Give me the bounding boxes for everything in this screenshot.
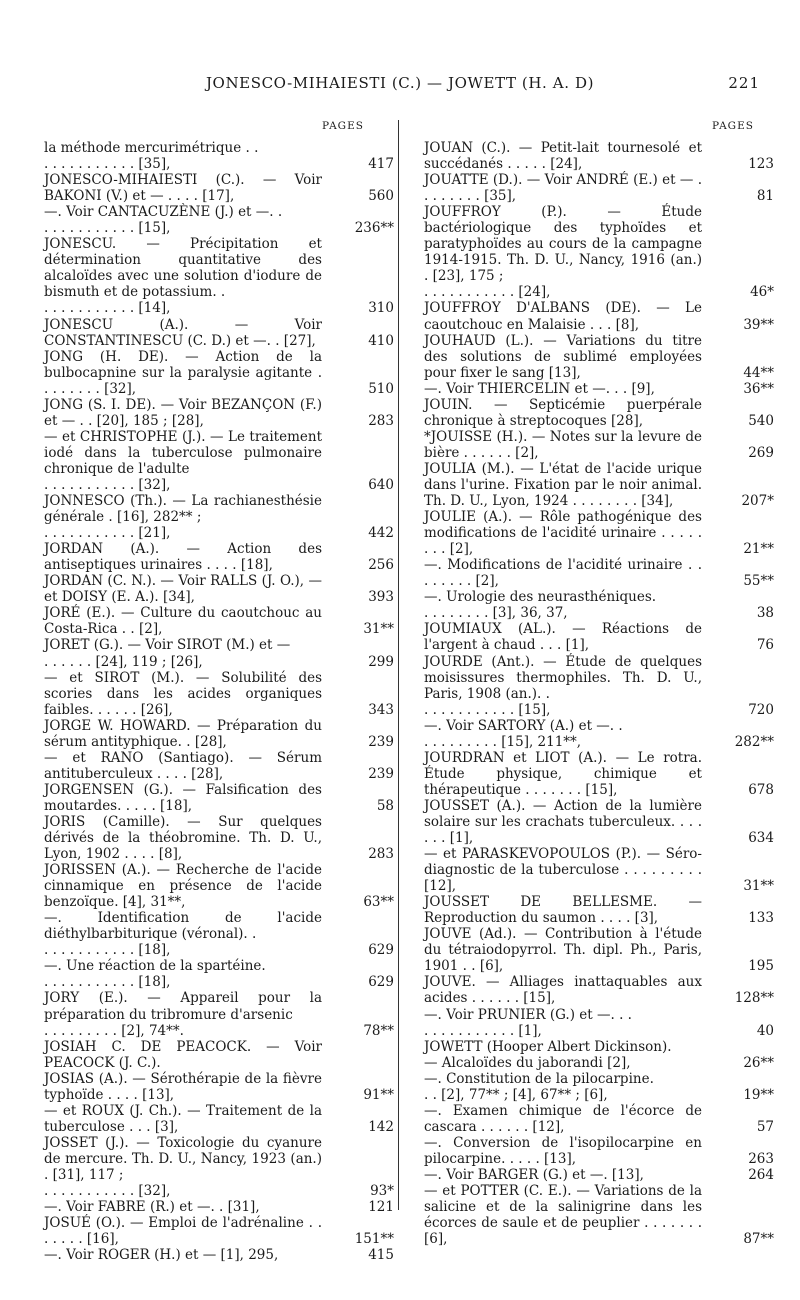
entry-page-ref: 264	[748, 1167, 774, 1183]
pages-column-label-left: PAGES	[322, 120, 364, 132]
entry-page-ref: 263	[748, 1150, 774, 1167]
index-entry	[44, 397, 394, 429]
entry-text: JOUVE. — Alliages inattaquables aux acides . . . . . . [15],	[424, 974, 707, 1007]
entry-page-ref: 510	[368, 380, 394, 397]
entry-text: JORDAN (C. N.). — Voir RALLS (J. O.), — et DOISY (E. A.). [34],	[44, 573, 327, 606]
entry-text: JONNESCO (Th.). — La rachianesthésie générale . [16], 282** ; . . . . . . . . . . . [21],	[44, 493, 322, 542]
entry-text: JOUHAUD (L.). — Variations du titre des solutions de sublimé employées pour fixer le sang [13],	[424, 332, 707, 381]
entry-text: JORÉ (E.). — Culture du caoutchouc au Costa-Rica . . [2],	[44, 605, 327, 638]
entry-text: —. Voir THIERCELIN et —. . . [9],	[424, 380, 655, 397]
index-entry	[424, 974, 774, 1006]
index-entry	[424, 557, 774, 589]
entry-text: —. Voir ROGER (H.) et — [1], 295,	[44, 1247, 279, 1264]
entry-page-ref: 46*	[750, 284, 774, 301]
index-entry	[44, 1247, 394, 1263]
index-entry	[44, 1103, 394, 1135]
index-entry	[44, 349, 394, 397]
index-entry	[424, 204, 774, 300]
index-entry	[44, 317, 394, 349]
entry-text: JONG (S. I. DE). — Voir BEZANÇON (F.) et — . . [20], 185 ; [28],	[44, 396, 327, 429]
entry-text: JOUATTE (D.). — Voir ANDRÉ (E.) et — . . . . . . . . [35],	[424, 172, 707, 205]
entry-text: JOSUÉ (O.). — Emploi de l'adrénaline . . . . . . . [16],	[44, 1215, 327, 1248]
entry-text: JORGENSEN (G.). — Falsification des moutardes. . . . . [18],	[44, 781, 327, 814]
entry-text: —. Voir FABRE (R.) et —. . [31],	[44, 1199, 260, 1216]
entry-page-ref: 19**	[743, 1086, 774, 1103]
entry-page-ref: 410	[368, 332, 394, 349]
entry-text: —. Constitution de la pilocarpine. . . [2], 77** ; [4], 67** ; [6],	[424, 1070, 654, 1103]
entry-page-ref: 720	[748, 701, 774, 718]
entry-text: JOUVE (Ad.). — Contribution à l'étude du tétraiodopyrrol. Th. dipl. Ph., Paris, 1901 . . [6],	[424, 926, 707, 975]
index-entry	[44, 541, 394, 573]
page-number: 221	[728, 74, 760, 92]
entry-text: JOURDE (Ant.). — Étude de quelques moisissures thermophiles. Th. D. U., Paris, 1908 (an.). . . . . . . . . . . . . [15],	[424, 653, 702, 718]
entry-page-ref: 58	[376, 797, 394, 814]
entry-text: —. Urologie des neurasthéniques. . . . . . . . . [3], 36, 37,	[424, 589, 657, 622]
running-title: JONESCO-MIHAIESTI (C.) — JOWETT (H. A. D)	[205, 74, 595, 92]
entry-text: JOULIA (M.). — L'état de l'acide urique dans l'urine. Fixation par le noir animal. Th. D. U., Lyon, 1924 . . . . . . . . [34],	[424, 460, 707, 510]
entry-text: JONG (H. DE). — Action de la bulbocapnine sur la paralysie agitante . . . . . . . . [32],	[44, 348, 327, 397]
index-entry	[424, 1007, 774, 1039]
index-entry	[424, 300, 774, 332]
entry-page-ref: 55**	[743, 573, 774, 590]
index-entry	[44, 605, 394, 637]
entry-page-ref: 256	[368, 557, 394, 574]
entry-page-ref: 142	[368, 1118, 394, 1135]
entry-page-ref: 121	[368, 1199, 394, 1216]
entry-text: —. Voir BARGER (G.) et —. [13],	[424, 1167, 644, 1183]
index-entry	[44, 862, 394, 910]
entry-page-ref: 640	[368, 476, 394, 493]
index-entry	[44, 958, 394, 990]
entry-page-ref: 76	[756, 637, 774, 654]
entry-page-ref: 678	[748, 781, 774, 798]
entry-text: JOWETT (Hooper Albert Dickinson).	[424, 1038, 672, 1055]
index-entry	[44, 429, 394, 493]
entry-text: —. Voir CANTACUZÈNE (J.) et —. . . . . . . . . . . . . [15],	[44, 204, 283, 237]
index-entry	[424, 750, 774, 798]
column-divider	[398, 120, 399, 1210]
entry-text: JOURDRAN et LIOT (A.). — Le rotra. Étude physique, chimique et thérapeutique . . . . . . . [15],	[424, 749, 707, 798]
entry-text: JOUIN. — Septicémie puerpérale chronique à streptocoques [28],	[424, 396, 707, 429]
entry-page-ref: 442	[368, 525, 394, 542]
entry-text: — et RANO (Santiago). — Sérum antituberculeux . . . . [28],	[44, 749, 327, 782]
entry-page-ref: 629	[368, 974, 394, 991]
index-entry	[44, 750, 394, 782]
index-entry	[44, 1135, 394, 1199]
entry-page-ref: 343	[368, 701, 394, 718]
entry-text: JOUAN (C.). — Petit-lait tournesolé et succédanés . . . . . [24],	[424, 140, 707, 173]
entry-page-ref: 239	[368, 733, 394, 750]
entry-page-ref: 239	[368, 765, 394, 782]
entry-text: JORGE W. HOWARD. — Préparation du sérum antityphique. . [28],	[44, 717, 327, 750]
index-entry	[44, 573, 394, 605]
index-column-left	[44, 140, 394, 1263]
entry-page-ref: 78**	[363, 1022, 394, 1039]
entry-text: JOSIAS (A.). — Sérothérapie de la fièvre typhoïde . . . . [13],	[44, 1070, 327, 1103]
index-entry	[44, 990, 394, 1038]
index-entry	[424, 429, 774, 461]
entry-page-ref: 629	[368, 942, 394, 959]
entry-text: JOSSET (J.). — Toxicologie du cyanure de mercure. Th. D. U., Nancy, 1923 (an.) . [31], 117 ; . . . . . . . . . . . [32],	[44, 1134, 322, 1200]
entry-page-ref: 40	[756, 1022, 774, 1039]
entry-page-ref: 91**	[363, 1086, 394, 1103]
entry-page-ref: 310	[368, 300, 394, 317]
entry-page-ref: 128**	[734, 990, 774, 1007]
index-entry	[424, 894, 774, 926]
entry-page-ref: 31**	[743, 878, 774, 895]
index-entry	[424, 381, 774, 397]
entry-page-ref: 283	[368, 846, 394, 863]
entry-page-ref: 299	[368, 653, 394, 670]
entry-text: — et SIROT (M.). — Solubilité des scories dans les acides organiques faibles. . . . . . [26],	[44, 669, 327, 718]
pages-column-label-right: PAGES	[712, 120, 754, 132]
entry-page-ref: 21**	[743, 541, 774, 558]
entry-page-ref: 634	[748, 830, 774, 847]
entry-page-ref: 283	[368, 412, 394, 429]
index-column-right	[424, 140, 774, 1247]
entry-text: — et PARASKEVOPOULOS (P.). — Séro-diagnostic de la tuberculose . . . . . . . . . [12],	[424, 846, 707, 895]
entry-text: JORET (G.). — Voir SIROT (M.) et — . . . . . . [24], 119 ; [26],	[44, 637, 291, 670]
entry-text: JORDAN (A.). — Action des antiseptiques urinaires . . . . [18],	[44, 541, 327, 574]
entry-page-ref: 236**	[354, 220, 394, 237]
running-header	[40, 74, 760, 104]
entry-page-ref: 36**	[743, 380, 774, 397]
entry-text: JOUFFROY D'ALBANS (DE). — Le caoutchouc en Malaisie . . . [8],	[424, 300, 707, 333]
index-entry	[44, 910, 394, 958]
index-entry	[44, 172, 394, 204]
entry-text: — et ROUX (J. Ch.). — Traitement de la tuberculose . . . [3],	[44, 1102, 327, 1135]
index-entry	[424, 621, 774, 653]
index-entry	[44, 718, 394, 750]
index-entry	[424, 461, 774, 509]
entry-text: JOUSSET (A.). — Action de la lumière solaire sur les crachats tuberculeux. . . . . . . [1],	[424, 797, 707, 847]
index-entry	[424, 718, 774, 750]
entry-text: JOSIAH C. DE PEACOCK. — Voir PEACOCK (J. C.).	[44, 1038, 327, 1071]
entry-page-ref: 282**	[734, 733, 774, 750]
entry-page-ref: 417	[368, 156, 394, 173]
index-entry	[44, 670, 394, 718]
entry-page-ref: 87**	[743, 1231, 774, 1248]
index-entry	[44, 236, 394, 316]
entry-page-ref: 195	[748, 958, 774, 975]
entry-page-ref: 26**	[743, 1054, 774, 1071]
index-entry	[44, 1215, 394, 1247]
entry-text: JONESCU. — Précipitation et détermination quantitative des alcaloïdes avec une solution d'iodure de bismuth et de potassium. . . . . . . . . . . . . [14],	[44, 236, 322, 317]
index-entry	[424, 509, 774, 557]
entry-text: —. Voir SARTORY (A.) et —. . . . . . . . . . . [15], 211**,	[424, 717, 623, 750]
index-entry	[44, 204, 394, 236]
index-entry	[424, 1167, 774, 1183]
entry-text: JOUFFROY (P.). — Étude bactériologique des typhoïdes et paratyphoïdes au cours de la campagne 1914-1915. Th. D. U., Nancy, 1916 (an.) . [23], 175 ; . . . . . . . . . . . [24],	[424, 204, 702, 301]
entry-text: —. Examen chimique de l'écorce de cascara . . . . . . [12],	[424, 1102, 707, 1135]
index-entry	[424, 1135, 774, 1167]
entry-text: —. Identification de l'acide diéthylbarbiturique (véronal). . . . . . . . . . . . . [18],	[44, 910, 322, 959]
entry-page-ref: 151**	[354, 1231, 394, 1248]
index-entry	[424, 1071, 774, 1103]
entry-page-ref: 39**	[743, 316, 774, 333]
index-entry	[44, 493, 394, 541]
entry-text: JOUMIAUX (AL.). — Réactions de l'argent à chaud . . . [1],	[424, 621, 707, 654]
entry-text: *JOUISSE (H.). — Notes sur la levure de bière . . . . . . [2],	[424, 428, 707, 461]
entry-page-ref: 63**	[363, 894, 394, 911]
entry-page-ref: 560	[368, 188, 394, 205]
entry-page-ref: 93*	[370, 1183, 394, 1200]
entry-page-ref: 123	[748, 156, 774, 173]
entry-page-ref: 133	[748, 910, 774, 927]
entry-page-ref: 269	[748, 444, 774, 461]
index-entry	[424, 589, 774, 621]
entry-page-ref: 540	[748, 412, 774, 429]
entry-text: — et POTTER (C. E.). — Variations de la salicine et de la salinigrine dans les écorces de saule et de peuplier . . . . . . . [6],	[424, 1183, 707, 1248]
entry-text: —. Une réaction de la spartéine. . . . . . . . . . . . [18],	[44, 958, 266, 991]
index-entry	[424, 1183, 774, 1247]
index-entry	[44, 1071, 394, 1103]
index-entry	[44, 782, 394, 814]
index-entry	[424, 397, 774, 429]
entry-text: —. Voir PRUNIER (G.) et —. . . . . . . . . . . . . . [1],	[424, 1006, 632, 1039]
entry-page-ref: 57	[756, 1118, 774, 1135]
index-entry	[44, 1039, 394, 1071]
entry-page-ref: 31**	[363, 621, 394, 638]
entry-text: JORIS (Camille). — Sur quelques dérivés de la théobromine. Th. D. U., Lyon, 1902 . . . . [8],	[44, 813, 327, 863]
entry-text: JONESCO-MIHAIESTI (C.). — Voir BAKONI (V.) et — . . . . [17],	[44, 172, 327, 205]
index-entry	[424, 798, 774, 846]
index-entry	[424, 1039, 774, 1055]
index-entry	[424, 140, 774, 172]
entry-text: JORY (E.). — Appareil pour la préparation du tribromure d'arsenic . . . . . . . . . [2], 74**.	[44, 990, 322, 1039]
index-entry	[44, 1199, 394, 1215]
index-entry	[424, 1055, 774, 1071]
entry-text: JORISSEN (A.). — Recherche de l'acide cinnamique en présence de l'acide benzoïque. [4], 31**,	[44, 862, 327, 911]
entry-text: —. Conversion de l'isopilocarpine en pilocarpine. . . . . [13],	[424, 1134, 707, 1167]
entry-page-ref: 38	[756, 605, 774, 622]
index-entry	[424, 172, 774, 204]
entry-text: — et CHRISTOPHE (J.). — Le traitement iodé dans la tuberculose pulmonaire chronique de l'adulte . . . . . . . . . . . [32],	[44, 428, 322, 493]
entry-page-ref: 207*	[741, 493, 774, 510]
index-entry	[424, 846, 774, 894]
entry-page-ref: 415	[368, 1247, 394, 1264]
entry-text: — Alcaloïdes du jaborandi [2],	[424, 1054, 631, 1071]
index-entry	[424, 1103, 774, 1135]
index-entry	[44, 814, 394, 862]
entry-text: la méthode mercurimétrique . . . . . . . . . . . . . [35],	[44, 140, 259, 173]
entry-text: JOULIE (A.). — Rôle pathogénique des modifications de l'acidité urinaire . . . . . . . . [2],	[424, 509, 707, 558]
index-entry	[424, 654, 774, 718]
entry-page-ref: 44**	[743, 364, 774, 381]
entry-page-ref: 81	[756, 188, 774, 205]
entry-text: —. Modifications de l'acidité urinaire . . . . . . . . [2],	[424, 557, 707, 590]
index-entry	[44, 637, 394, 669]
index-entry	[44, 140, 394, 172]
entry-text: JONESCU (A.). — Voir CONSTANTINESCU (C. D.) et —. . [27],	[44, 316, 327, 349]
entry-page-ref: 393	[368, 589, 394, 606]
index-entry	[424, 333, 774, 381]
index-entry	[424, 926, 774, 974]
entry-text: JOUSSET DE BELLESME. — Reproduction du saumon . . . . [3],	[424, 894, 707, 927]
